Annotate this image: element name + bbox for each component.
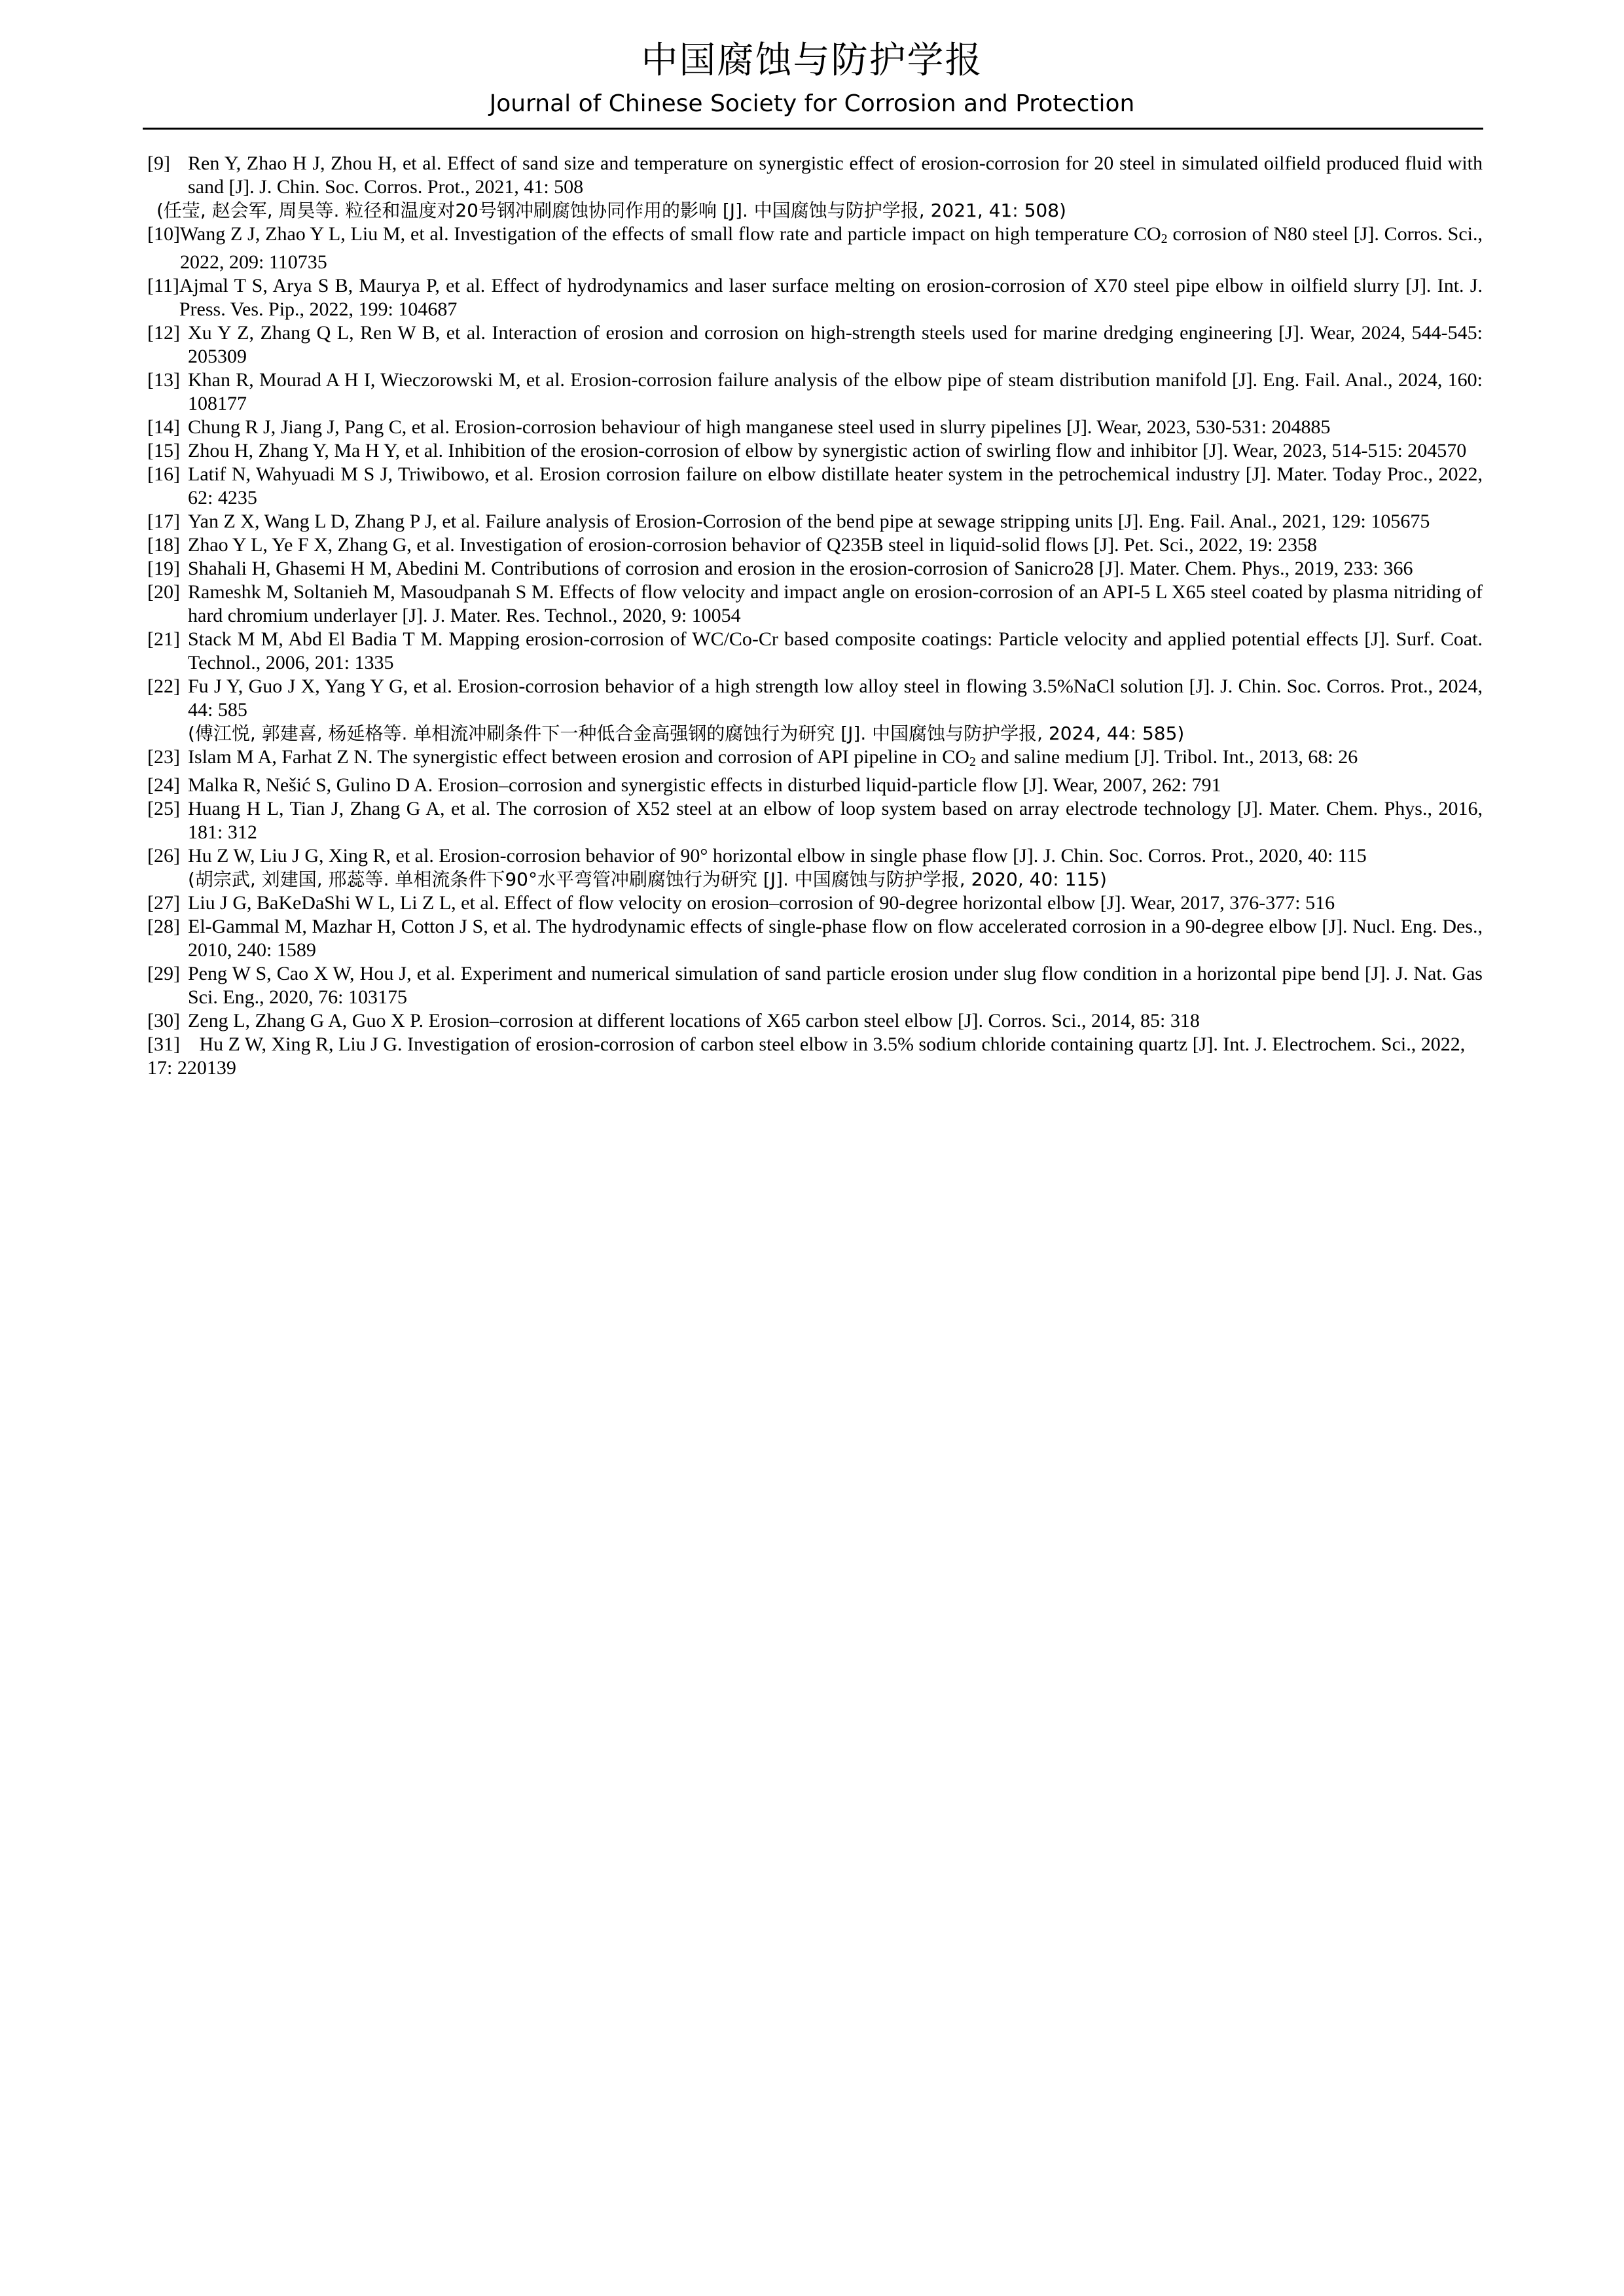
reference-number: [11] [147, 275, 179, 296]
reference-text: Zeng L, Zhang G A, Guo X P. Erosion–corrosion at different locations of X65 carbon steel elbow [J]. Corros. Sci., 2014, 85: 318 [188, 1010, 1200, 1031]
reference-text: Huang H L, Tian J, Zhang G A, et al. The corrosion of X52 steel at an elbow of loop system based on array electrode technology [J]. Mater. Chem. Phys., 2016, 181: 312 [188, 798, 1483, 843]
reference-item-17 [147, 510, 1483, 533]
reference-item-14 [147, 416, 1483, 439]
reference-text: Chung R J, Jiang J, Pang C, et al. Erosion-corrosion behaviour of high manganese steel used in slurry pipelines [J]. Wear, 2023, 530-531: 204885 [188, 416, 1331, 438]
reference-number: [15] [147, 440, 180, 461]
reference-text: Hu Z W, Liu J G, Xing R, et al. Erosion-corrosion behavior of 90° horizontal elbow in single phase flow [J]. J. Chin. Soc. Corros. Prot., 2020, 40: 115 [188, 845, 1367, 867]
reference-number: [18] [147, 534, 180, 556]
reference-text: Zhao Y L, Ye F X, Zhang G, et al. Investigation of erosion-corrosion behavior of Q235B steel in liquid-solid flows [J]. Pet. Sci., 2022, 19: 2358 [188, 534, 1318, 556]
reference-item-20 [147, 581, 1483, 628]
reference-number: [21] [147, 628, 180, 650]
subscript: 2 [969, 755, 976, 769]
reference-item-27 [147, 891, 1483, 915]
reference-item-26 [147, 844, 1483, 868]
reference-text-part: Islam M A, Farhat Z N. The synergistic effect between erosion and corrosion of API pipeline in CO [188, 746, 969, 768]
reference-text-part: and saline medium [J]. Tribol. Int., 2013, 68: 26 [975, 746, 1358, 768]
reference-number: [9] [147, 152, 170, 174]
reference-chinese-translation: (胡宗武, 刘建国, 邢蕊等. 单相流条件下90°水平弯管冲刷腐蚀行为研究 [J]. 中国腐蚀与防护学报, 2020, 40: 115) [188, 869, 1107, 890]
reference-item-11 [147, 274, 1483, 321]
reference-number: [29] [147, 963, 180, 984]
reference-item-28 [147, 915, 1483, 962]
reference-text: Malka R, Nešić S, Gulino D A. Erosion–corrosion and synergistic effects in disturbed liquid-particle flow [J]. Wear, 2007, 262: 791 [188, 774, 1221, 796]
reference-text: Hu Z W, Xing R, Liu J G. Investigation of erosion-corrosion of carbon steel elbow in 3.5% sodium chloride containing quartz [J]. Int. J. Electrochem. Sci., 2022, 17: 220139 [147, 1033, 1466, 1079]
reference-number: [26] [147, 845, 180, 867]
reference-number: [13] [147, 369, 180, 391]
reference-number: [17] [147, 511, 180, 532]
reference-text [188, 745, 1483, 774]
reference-number: [27] [147, 892, 180, 914]
reference-text: Rameshk M, Soltanieh M, Masoudpanah S M. Effects of flow velocity and impact angle on erosion-corrosion of an API-5 L X65 steel coated by plasma nitriding of hard chromium underlayer [J]. J. Mater. Res. Technol., 2020, 9: 10054 [188, 581, 1483, 626]
reference-item-30 [147, 1009, 1483, 1033]
subscript: 2 [1161, 232, 1168, 246]
reference-number: [20] [147, 581, 180, 603]
reference-text: El-Gammal M, Mazhar H, Cotton J S, et al. The hydrodynamic effects of single-phase flow on flow accelerated corrosion in a 90-degree elbow [J]. Nucl. Eng. Des., 2010, 240: 1589 [188, 916, 1483, 961]
reference-text-part: corrosion of N80 steel [J]. Corros. Sci., 2022, 209: 110735 [179, 223, 1483, 273]
reference-item-29 [147, 962, 1483, 1009]
reference-text: Peng W S, Cao X W, Hou J, et al. Experiment and numerical simulation of sand particle erosion under slug flow condition in a horizontal pipe bend [J]. J. Nat. Gas Sci. Eng., 2020, 76: 103175 [188, 963, 1483, 1008]
reference-number: [24] [147, 774, 180, 796]
reference-text [180, 223, 1483, 274]
reference-item-22 [147, 675, 1483, 722]
reference-item-31 [147, 1033, 1483, 1080]
reference-text: Yan Z X, Wang L D, Zhang P J, et al. Failure analysis of Erosion-Corrosion of the bend pipe at sewage stripping units [J]. Eng. Fail. Anal., 2021, 129: 105675 [188, 511, 1430, 532]
reference-number: [12] [147, 322, 180, 344]
reference-number: [30] [147, 1010, 180, 1031]
reference-text: Ren Y, Zhao H J, Zhou H, et al. Effect of sand size and temperature on synergistic effect of erosion-corrosion for 20 steel in simulated oilfield produced fluid with sand [J]. J. Chin. Soc. Corros. Prot., 2021, 41: 508 [188, 152, 1483, 198]
reference-chinese-translation: (任莹, 赵会军, 周昊等. 粒径和温度对20号钢冲刷腐蚀协同作用的影响 [J]. 中国腐蚀与防护学报, 2021, 41: 508) [156, 200, 1066, 221]
reference-item-16 [147, 463, 1483, 510]
reference-item-18 [147, 533, 1483, 557]
reference-number: [25] [147, 798, 180, 819]
reference-item-19 [147, 557, 1483, 581]
reference-item-9 [147, 152, 1483, 199]
reference-number: [23] [147, 746, 180, 768]
reference-item-15 [147, 439, 1483, 463]
reference-text: Latif N, Wahyuadi M S J, Triwibowo, et al. Erosion corrosion failure on elbow distillate heater system in the petrochemical industry [J]. Mater. Today Proc., 2022, 62: 4235 [188, 463, 1483, 509]
reference-number: [19] [147, 558, 180, 579]
reference-text: Fu J Y, Guo J X, Yang Y G, et al. Erosion-corrosion behavior of a high strength low alloy steel in flowing 3.5%NaCl solution [J]. J. Chin. Soc. Corros. Prot., 2024, 44: 585 [188, 675, 1483, 721]
reference-text: Khan R, Mourad A H I, Wieczorowski M, et al. Erosion-corrosion failure analysis of the elbow pipe of steam distribution manifold [J]. Eng. Fail. Anal., 2024, 160: 108177 [188, 369, 1483, 414]
reference-number: [14] [147, 416, 180, 438]
page-header [0, 0, 1624, 131]
reference-number: [31] [147, 1033, 180, 1055]
reference-item-23 [147, 745, 1483, 774]
reference-item-24 [147, 774, 1483, 797]
reference-item-13 [147, 368, 1483, 416]
reference-text: Ajmal T S, Arya S B, Maurya P, et al. Effect of hydrodynamics and laser surface melting on erosion-corrosion of X70 steel pipe elbow in oilfield slurry [J]. Int. J. Press. Ves. Pip., 2022, 199: 104687 [179, 275, 1483, 320]
header-divider [143, 128, 1483, 130]
reference-number: [22] [147, 675, 180, 697]
journal-title-english: Journal of Chinese Society for Corrosion and Protection [489, 90, 1135, 117]
reference-number: [16] [147, 463, 180, 485]
reference-text: Zhou H, Zhang Y, Ma H Y, et al. Inhibition of the erosion-corrosion of elbow by synergistic action of swirling flow and inhibitor [J]. Wear, 2023, 514-515: 204570 [188, 440, 1467, 461]
reference-text: Stack M M, Abd El Badia T M. Mapping erosion-corrosion of WC/Co-Cr based composite coatings: Particle velocity and applied potential effects [J]. Surf. Coat. Technol., 2006, 201: 1335 [188, 628, 1483, 673]
reference-item-25 [147, 797, 1483, 844]
reference-item-21 [147, 628, 1483, 675]
reference-text: Liu J G, BaKeDaShi W L, Li Z L, et al. Effect of flow velocity on erosion–corrosion of 90-degree horizontal elbow [J]. Wear, 2017, 376-377: 516 [188, 892, 1335, 914]
reference-number: [28] [147, 916, 180, 937]
reference-list [147, 152, 1483, 1080]
reference-text-part: Wang Z J, Zhao Y L, Liu M, et al. Investigation of the effects of small flow rate and particle impact on high temperature CO [179, 223, 1161, 245]
reference-number: [10] [147, 223, 180, 245]
reference-item-10 [147, 223, 1483, 274]
reference-text: Xu Y Z, Zhang Q L, Ren W B, et al. Interaction of erosion and corrosion on high-strength steels used for marine dredging engineering [J]. Wear, 2024, 544-545: 205309 [188, 322, 1483, 367]
reference-item-12 [147, 321, 1483, 368]
reference-text: Shahali H, Ghasemi H M, Abedini M. Contributions of corrosion and erosion in the erosion-corrosion of Sanicro28 [J]. Mater. Chem. Phys., 2019, 233: 366 [188, 558, 1413, 579]
reference-chinese-translation: (傅江悦, 郭建喜, 杨延格等. 单相流冲刷条件下一种低合金高强钢的腐蚀行为研究 [J]. 中国腐蚀与防护学报, 2024, 44: 585) [188, 723, 1185, 744]
journal-title-chinese: 中国腐蚀与防护学报 [641, 39, 983, 82]
